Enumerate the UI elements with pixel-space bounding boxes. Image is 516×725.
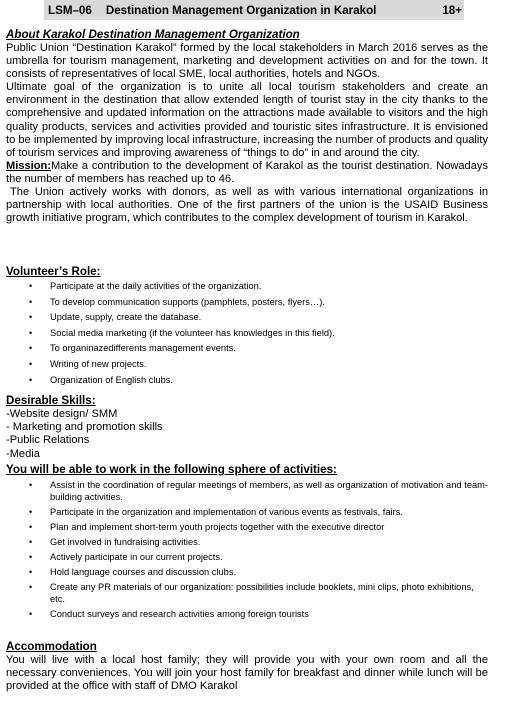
accommodation-text: You will live with a local host family; they will provide you with your own room and all the necessary conveniences. You will join your host family for breakfast and dinner while lunch will be provided at the office with staff of DMO Karakol — [6, 654, 488, 693]
volunteer-role-list — [6, 279, 488, 388]
list-item: • Writing of new projects. — [6, 357, 488, 373]
sphere-section — [6, 463, 488, 623]
list-item: • Get involved in fundraising activities. — [6, 536, 488, 551]
sphere-heading: You will be able to work in the following sphere of activities: — [6, 463, 337, 476]
mission-paragraph — [6, 160, 488, 186]
about-paragraph-3: The Union actively works with donors, as well as with various international organizations in partnership with local authorities. One of the first partners of the union is the USAID Business growth initiative program, which contributes to the complex development of tourism in Karakol. — [6, 186, 488, 225]
program-code: LSM–06 — [48, 3, 92, 17]
skill-item: -Website design/ SMM — [6, 408, 118, 420]
skill-item: -Public Relations — [6, 434, 90, 447]
mission-label: Mission: — [6, 159, 51, 172]
list-item: • Actively participate in our current projects. — [6, 551, 488, 566]
list-item: • Organization of English clubs. — [6, 373, 488, 389]
skill-item: - Marketing and promotion skills — [6, 421, 163, 434]
list-item: • Conduct surveys and research activities among foreign tourists — [6, 608, 488, 623]
list-item: • Update, supply, create the database. — [6, 310, 488, 326]
accommodation-heading: Accommodation — [6, 640, 97, 653]
volunteer-role-section — [6, 265, 488, 388]
list-item: • Social media marketing (if the volunteer has knowledges in this field). — [6, 326, 488, 342]
sphere-list — [6, 479, 488, 623]
program-header — [44, 0, 464, 20]
document-page — [6, 0, 512, 693]
list-item: • Hold language courses and discussion clubs. — [6, 566, 488, 581]
list-item: • Plan and implement short-term youth projects together with the executive director — [6, 521, 488, 536]
accommodation-section — [6, 640, 488, 693]
program-title: Destination Management Organization in Karakol — [105, 3, 377, 17]
about-paragraph-2: Ultimate goal of the organization is to unite all local tourism stakeholders and create an environment in the destination that allow extended length of tourist stay in the city thanks to the comprehensive and updated information on the attractions made available to visitors and the high quality products, services and activities provided and touristic sites infrastructure. It is envisioned to be implemented by improving local infrastructure, increasing the number of products and quality of tourism services and improving awareness of “things to do” in and around the city. — [6, 81, 488, 159]
skills-section — [6, 394, 488, 461]
list-item: • Participate at the daily activities of the organization. — [6, 279, 488, 295]
about-heading: About Karakol Destination Management Organization — [6, 28, 300, 41]
about-section — [6, 28, 488, 225]
about-paragraph-1: Public Union “Destination Karakol” formed by the local stakeholders in March 2016 serves as the umbrella for tourism management, marketing and development activities on and for the town. It consists of representatives of local SME, local authorities, hotels and NGOs. — [6, 42, 488, 81]
skill-item: -Media — [6, 447, 40, 460]
list-item: • Create any PR materials of our organization: possibilities include booklets, mini clips, photo exhibitions, etc. — [6, 581, 488, 608]
mission-text: Make a contribution to the development of Karakol as the tourist destination. Nowadays the number of members has reached up to 46. — [6, 159, 488, 185]
volunteer-role-heading: Volunteer’s Role: — [6, 265, 101, 278]
list-item: • Assist in the coordination of regular meetings of members, as well as organization of motivation and team-building activities. — [6, 479, 488, 506]
list-item: • To develop communication supports (pamphlets, posters, flyers…). — [6, 295, 488, 311]
age-requirement: 18+ — [442, 3, 462, 17]
list-item: • Participate in the organization and implementation of various events as festivals, fairs. — [6, 506, 488, 521]
list-item: • To organinazedifferents management events. — [6, 341, 488, 357]
skills-heading: Desirable Skills: — [6, 394, 96, 407]
